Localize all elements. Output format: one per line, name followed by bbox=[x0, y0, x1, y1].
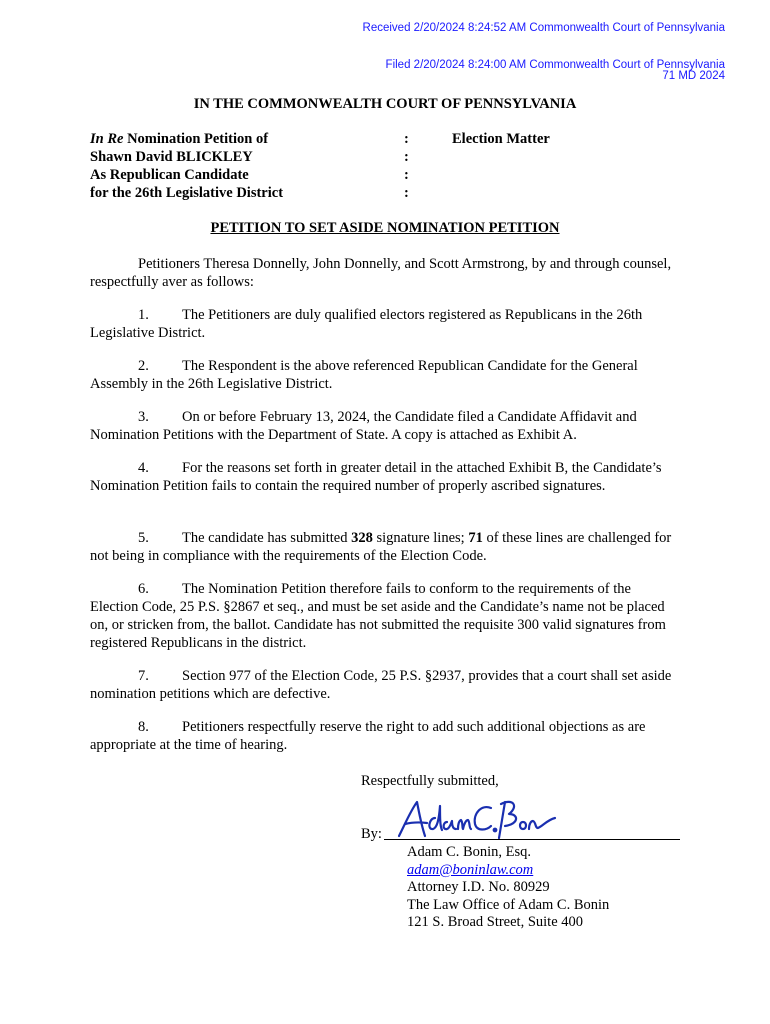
paragraph-1 bbox=[90, 306, 680, 342]
caption-line-4: for the 26th Legislative District bbox=[90, 185, 284, 201]
attorney-name: Adam C. Bonin, Esq. bbox=[407, 844, 532, 860]
paragraph-text: Section 977 of the Election Code, 25 P.S. §2937, provides that a court shall set aside nomination petitions which are defective. bbox=[90, 668, 672, 702]
paragraph-number: 1. bbox=[138, 307, 149, 323]
paragraph-4 bbox=[90, 459, 680, 495]
caption-colon: : bbox=[404, 185, 409, 201]
attorney-firm: The Law Office of Adam C. Bonin bbox=[407, 896, 610, 913]
paragraph-number: 8. bbox=[138, 719, 149, 735]
paragraph-2 bbox=[90, 357, 680, 393]
signature-count: 328 bbox=[351, 530, 373, 546]
paragraph-6 bbox=[90, 580, 680, 652]
paragraph-number: 7. bbox=[138, 668, 149, 684]
paragraph-3 bbox=[90, 408, 680, 444]
attorney-id: Attorney I.D. No. 80929 bbox=[407, 879, 550, 896]
received-stamp-text: Received 2/20/2024 8:24:52 AM Commonwealth Court of Pennsylvania bbox=[362, 22, 725, 34]
paragraph-8 bbox=[90, 718, 680, 754]
caption-colon: : bbox=[404, 131, 409, 147]
petition-heading: PETITION TO SET ASIDE NOMINATION PETITION bbox=[210, 220, 560, 236]
intro-paragraph bbox=[90, 255, 680, 291]
paragraph-text: signature lines; bbox=[372, 530, 469, 546]
closing: Respectfully submitted, bbox=[361, 773, 499, 789]
attorney-block bbox=[407, 844, 609, 932]
paragraph-text: The Nomination Petition therefore fails to conform to the requirements of the Election Code, 25 P.S. §2867 et seq., and must be set aside and the Candidate’s name not be placed on, or stricken from, the ballot. Candidate has not submitted the requisite 300 valid signatures from registered Republicans in the district. bbox=[90, 581, 666, 651]
paragraph-text: The Petitioners are duly qualified electors registered as Republicans in the 26th Legislative District. bbox=[90, 307, 643, 341]
paragraph-number: 4. bbox=[138, 460, 149, 476]
docket-number: 71 MD 2024 bbox=[662, 70, 725, 82]
paragraph-7 bbox=[90, 667, 680, 703]
paragraph-number: 5. bbox=[138, 530, 149, 546]
caption-line-3: As Republican Candidate bbox=[90, 167, 249, 183]
caption-parties bbox=[90, 130, 283, 202]
paragraph-text: On or before February 13, 2024, the Candidate filed a Candidate Affidavit and Nomination Petitions with the Department of State. A copy is attached as Exhibit A. bbox=[90, 409, 637, 443]
paragraph-text: Petitioners respectfully reserve the right to add such additional objections as are appropriate at the time of hearing. bbox=[90, 719, 646, 753]
by-label: By: bbox=[361, 826, 382, 842]
paragraph-number: 3. bbox=[138, 409, 149, 425]
paragraph-number: 6. bbox=[138, 581, 149, 597]
paragraph-text: of these lines are challenged for not being in compliance with the requirements of the Election Code. bbox=[90, 530, 672, 564]
filed-stamp bbox=[386, 60, 725, 82]
court-title: IN THE COMMONWEALTH COURT OF PENNSYLVANIA bbox=[193, 96, 577, 112]
caption-colon: : bbox=[404, 149, 409, 165]
attorney-address: 121 S. Broad Street, Suite 400 bbox=[407, 914, 584, 931]
signature-line bbox=[361, 826, 681, 843]
caption-line-2: Shawn David BLICKLEY bbox=[90, 149, 253, 165]
paragraph-text: The candidate has submitted bbox=[182, 530, 352, 546]
paragraph-text: For the reasons set forth in greater detail in the attached Exhibit B, the Candidate’s Nomination Petition fails to contain the required number of properly ascribed signatures. bbox=[90, 460, 662, 494]
attorney-email-link[interactable]: adam@boninlaw.com bbox=[407, 861, 534, 878]
signature-underline bbox=[384, 839, 680, 840]
challenged-count: 71 bbox=[468, 530, 483, 546]
caption-colons bbox=[404, 130, 409, 202]
paragraph-text: The Respondent is the above referenced Republican Candidate for the General Assembly in the 26th Legislative District. bbox=[90, 358, 638, 392]
paragraph-number: 2. bbox=[138, 358, 149, 374]
caption-colon: : bbox=[404, 167, 409, 183]
caption-in-re: In Re bbox=[90, 131, 124, 147]
paragraph-5 bbox=[90, 529, 680, 565]
caption-matter: Election Matter bbox=[452, 131, 550, 147]
filed-stamp-text: Filed 2/20/2024 8:24:00 AM Commonwealth Court of Pennsylvania bbox=[385, 59, 725, 71]
intro-text: Petitioners Theresa Donnelly, John Donnelly, and Scott Armstrong, by and through counsel, respectfully aver as follows: bbox=[90, 256, 672, 290]
caption-line-1 bbox=[90, 130, 283, 148]
received-stamp bbox=[363, 23, 725, 34]
caption-line-1-rest: Nomination Petition of bbox=[123, 131, 269, 147]
